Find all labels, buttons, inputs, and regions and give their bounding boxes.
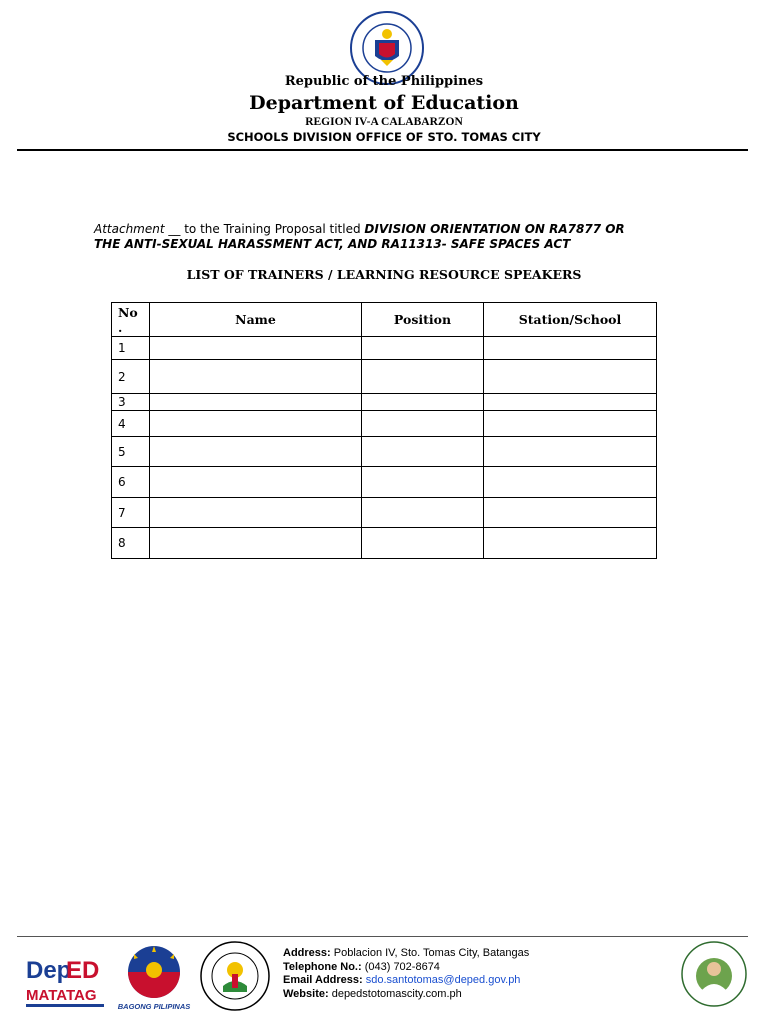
row-number: 2 [112, 360, 150, 394]
sdo-sto-tomas-seal [199, 940, 271, 1012]
name-cell[interactable] [150, 437, 362, 467]
station-cell[interactable] [484, 498, 657, 528]
row-number: 6 [112, 467, 150, 498]
table-row [112, 337, 657, 360]
attachment-label: Attachment [94, 222, 165, 236]
station-cell[interactable] [484, 411, 657, 437]
proposal-title-line2: THE ANTI-SEXUAL HARASSMENT ACT, AND RA11313- SAFE SPACES ACT [94, 237, 571, 251]
svg-text:Dep: Dep [26, 957, 72, 984]
position-cell[interactable] [362, 467, 484, 498]
svg-text:MATATAG: MATATAG [26, 987, 97, 1004]
name-cell[interactable] [150, 337, 362, 360]
attachment-blank: __ [168, 222, 181, 236]
name-cell[interactable] [150, 528, 362, 559]
republic-heading: Republic of the Philippines [284, 74, 484, 89]
trainers-table [111, 302, 657, 559]
position-cell[interactable] [362, 411, 484, 437]
table-row [112, 467, 657, 498]
attachment-paragraph [94, 222, 684, 252]
email-line: Email Address: sdo.santotomas@deped.gov.ph [283, 974, 521, 986]
station-cell[interactable] [484, 437, 657, 467]
address-line: Address: Poblacion IV, Sto. Tomas City, Batangas [283, 947, 530, 959]
attachment-text: to the Training Proposal titled [180, 222, 365, 236]
tomasino-ako-logo [680, 940, 748, 1008]
station-cell[interactable] [484, 360, 657, 394]
list-title: LIST OF TRAINERS / LEARNING RESOURCE SPEAKERS [186, 267, 582, 282]
row-number: 4 [112, 411, 150, 437]
table-row [112, 437, 657, 467]
department-heading: Department of Education [249, 92, 519, 114]
region-heading: REGION IV-A CALABARZON [305, 116, 463, 128]
position-cell[interactable] [362, 528, 484, 559]
row-number: 1 [112, 337, 150, 360]
position-cell[interactable] [362, 337, 484, 360]
row-number: 7 [112, 498, 150, 528]
header-position: Position [362, 303, 484, 337]
header-station: Station/School [484, 303, 657, 337]
table-row [112, 360, 657, 394]
svg-text:ED: ED [66, 957, 100, 984]
website-link[interactable]: depedstotomascity.com.ph [331, 987, 462, 1000]
row-number: 8 [112, 528, 150, 559]
table-row [112, 411, 657, 437]
contact-block [283, 947, 529, 1001]
table-row [112, 498, 657, 528]
division-heading: SCHOOLS DIVISION OFFICE OF STO. TOMAS CITY [227, 130, 541, 144]
position-cell[interactable] [362, 394, 484, 411]
row-number: 3 [112, 394, 150, 411]
proposal-title-line1: DIVISION ORIENTATION ON RA7877 OR [364, 222, 625, 236]
position-cell[interactable] [362, 437, 484, 467]
table-row [112, 394, 657, 411]
position-cell[interactable] [362, 360, 484, 394]
station-cell[interactable] [484, 337, 657, 360]
station-cell[interactable] [484, 394, 657, 411]
address-value: Poblacion IV, Sto. Tomas City, Batangas [333, 947, 530, 959]
footer-divider [17, 936, 748, 937]
svg-text:BAGONG PILIPINAS: BAGONG PILIPINAS [117, 1002, 191, 1011]
name-cell[interactable] [150, 360, 362, 394]
header-name: Name [150, 303, 362, 337]
website-line: Website: depedstotomascity.com.ph [283, 987, 462, 1000]
name-cell[interactable] [150, 467, 362, 498]
table-row [112, 528, 657, 559]
name-cell[interactable] [150, 394, 362, 411]
email-link[interactable]: sdo.santotomas@deped.gov.ph [365, 974, 521, 986]
station-cell[interactable] [484, 528, 657, 559]
row-number: 5 [112, 437, 150, 467]
table-header-row [112, 303, 657, 337]
deped-matatag-logo [22, 944, 108, 1012]
name-cell[interactable] [150, 411, 362, 437]
header-divider [17, 149, 748, 151]
position-cell[interactable] [362, 498, 484, 528]
telephone-value: (043) 702-8674 [364, 960, 440, 973]
bagong-pilipinas-logo [116, 940, 192, 1012]
telephone-line: Telephone No.: (043) 702-8674 [283, 960, 440, 973]
name-cell[interactable] [150, 498, 362, 528]
header-no: No . [112, 303, 150, 337]
station-cell[interactable] [484, 467, 657, 498]
